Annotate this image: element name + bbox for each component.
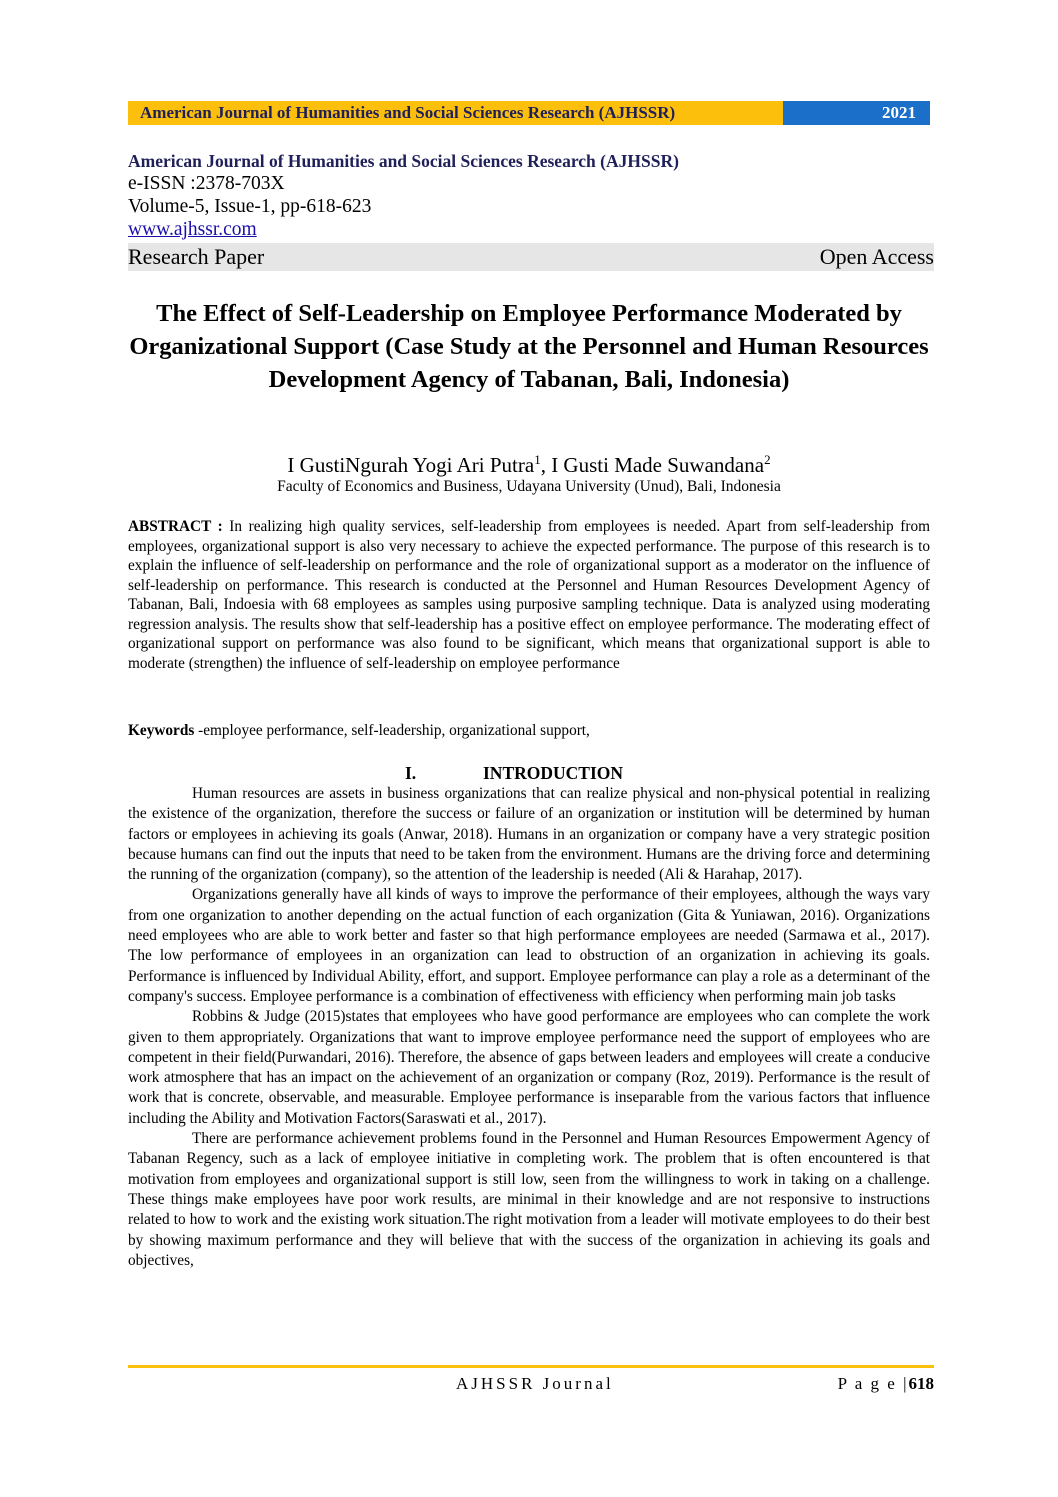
abstract-text: In realizing high quality services, self-leadership from employees is needed. Apart from self-leadership from employees, organizational support is also very necessary to achieve the expected performance. The purpose of this research is to explain the influence of self-leadership on performance and the role of organizational support as a moderator on the influence of self-leadership on performance. This research is conducted at the Personnel and Human Resources Development Agency of Tabanan, Bali, Indoesia with 68 employees as samples using purposive sampling technique. Data is analyzed using moderating regression analysis. The results show that self-leadership has a positive effect on employee performance. The moderating effect of organizational support on performance was also found to be significant, which means that organizational support is able to moderate (strengthen) the influence of self-leadership on employee performance [128, 518, 930, 672]
footer-page-label: P a g e | [837, 1374, 909, 1393]
meta-volume: Volume-5, Issue-1, pp-618-623 [128, 196, 372, 217]
footer-page-number: 618 [908, 1374, 934, 1393]
abstract [128, 517, 930, 673]
keywords [128, 721, 930, 741]
running-header-journal: American Journal of Humanities and Social Sciences Research (AJHSSR) [128, 101, 783, 125]
paragraph: There are performance achievement problems found in the Personnel and Human Resources Empowerment Agency of Tabanan Regency, such as a lack of employee initiative in completing work. The problem that is often encountered is that motivation from employees and organizational support is still low, seen from the willingness to work in taking on a challenge. These things make employees have poor work results, are minimal in their knowledge and are not responsive to instructions related to how to work and the existing work situation.The right motivation from a leader will motivate employees to do their best by showing maximum performance and they will believe that with the success of the organization in achieving its goals and objectives, [128, 1130, 930, 1269]
footer-journal: AJHSSR Journal [456, 1374, 614, 1393]
paper-type: Research Paper [128, 244, 265, 269]
meta-journal-name: American Journal of Humanities and Social Sciences Research (AJHSSR) [128, 151, 679, 171]
affiliation: Faculty of Economics and Business, Udayana University (Unud), Bali, Indonesia [277, 478, 781, 495]
journal-meta [128, 150, 934, 271]
author-separator: , [540, 453, 552, 477]
meta-issn: e-ISSN :2378-703X [128, 173, 285, 194]
paragraph: Organizations generally have all kinds of ways to improve the performance of their employees, although the ways vary from one organization to another depending on the actual function of each organization (Gita & Yuniawan, 2016). Organizations need employees who are able to work better and faster so that high performance employees are needed (Sarmawa et al., 2017). The low performance of employees in an organization can lead to obstruction of an organization in achieving its goals. Performance is influenced by Individual Ability, effort, and support. Employee performance can play a role as a determinant of the company's success. Employee performance is a combination of effectiveness with efficiency when performing main job tasks [128, 886, 930, 1005]
journal-website-link[interactable]: www.ajhssr.com [128, 219, 257, 240]
paragraph: Robbins & Judge (2015)states that employees who have good performance are employees who can complete the work given to them appropriately. Organizations that want to improve employee performance need the support of employees who are competent in their field(Purwandari, 2016). Therefore, the absence of gaps between leaders and employees will create a conducive work atmosphere that has an impact on the achievement of an organization or company (Roz, 2019). Performance is the result of work that is concrete, observable, and measurable. Employee performance is inseparable from the various factors that influence including the Ability and Motivation Factors(Saraswati et al., 2017). [128, 1008, 930, 1127]
running-header [128, 101, 930, 125]
author-1: I GustiNgurah Yogi Ari Putra [287, 453, 535, 477]
section-number: I. [405, 763, 417, 783]
paper-title: The Effect of Self-Leadership on Employee Performance Moderated by Organizational Support (Case Study at the Personnel and Human Resources Development Agency of Tabanan, Bali, Indonesia) [129, 300, 929, 393]
author-2: I Gusti Made Suwandana [551, 453, 765, 477]
paragraph: Human resources are assets in business organizations that can realize physical and non-physical potential in realizing the existence of the organization, therefore the success or failure of an organization or institution will be determined by human factors or employees in achieving its goals (Anwar, 2018). Humans in an organization or company have a very strategic position because humans can find out the inputs that need to be taken from the environment. Humans are the driving force and determining the running of the organization (company), so the attention of the leadership is needed (Ali & Harahap, 2017). [128, 785, 930, 884]
running-header-year: 2021 [783, 101, 930, 125]
body-text [128, 784, 930, 1271]
footer-rule [128, 1365, 934, 1368]
access-type: Open Access [819, 244, 934, 269]
footer-page [838, 1374, 934, 1394]
page-footer [128, 1374, 934, 1398]
keywords-label: Keywords [128, 722, 195, 739]
author-line [128, 446, 930, 479]
author-2-affil: 2 [764, 452, 771, 467]
paper-type-bar [128, 243, 934, 271]
keywords-text: -employee performance, self-leadership, organizational support, [194, 722, 590, 739]
author-1-affil: 1 [534, 452, 541, 467]
abstract-label: ABSTRACT : [128, 518, 223, 535]
section-title: INTRODUCTION [483, 763, 624, 783]
